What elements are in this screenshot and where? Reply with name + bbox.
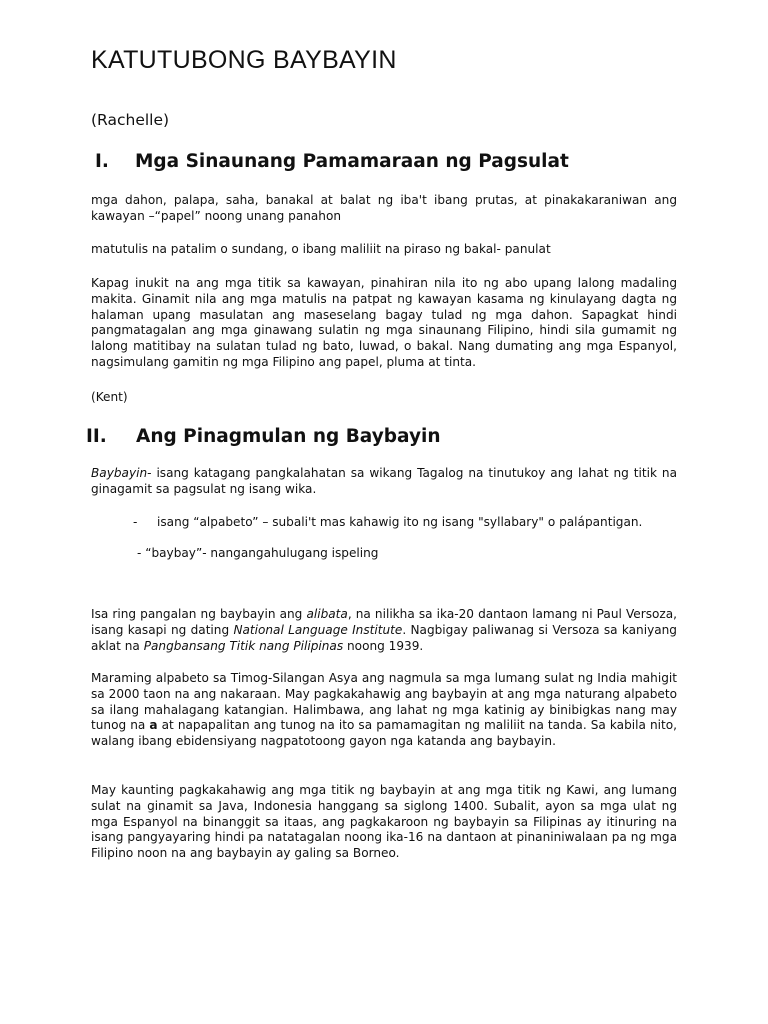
section-1-title: Mga Sinaunang Pamamaraan ng Pagsulat — [135, 151, 569, 172]
line-baybay-meaning: - “baybay”- nangangahulugang ispeling — [137, 546, 379, 560]
document-title: KATUTUBONG BAYBAYIN — [91, 46, 397, 74]
bullet-alpabeto: - isang “alpabeto” – subali't mas kahawig ito ng isang "syllabary" o palápantigan. — [133, 515, 643, 529]
section-2-heading — [86, 426, 441, 447]
baybayin-term: Baybayin — [91, 466, 148, 480]
paragraph-writing-tools: matutulis na patalim o sundang, o ibang maliliit na piraso ng bakal- panulat — [91, 242, 551, 256]
paragraph-inukit: Kapag inukit na ang mga titik sa kawayan, pinahiran nila ito ng abo upang lalong madaling makita. Ginamit nila ang mga matulis na patpat ng kawayan kasama ng kinulayang dagta ng halaman upang masulatan ang maseselang bagay tulad ng mga dahon. Sapagkat hindi pangmatagalan ang mga ginawang sulatin ng mga sinaunang Filipino, hindi sila gumamit ng lalong matitibay na sulatan tulad ng bato, luwad, o bakal. Nang dumating ang mga Espanyol, nagsimulang gamitin ng mga Filipino ang papel, pluma at tinta. — [91, 276, 677, 369]
paragraph-alibata: Isa ring pangalan ng baybayin ang alibata, na nilikha sa ika-20 dantaon lamang ni Paul Versoza, isang kasapi ng dating National Language Institute. Nagbigay paliwanag si Versoza sa kaniyang aklat na Pangbansang Titik nang Pilipinas noong 1939. — [91, 607, 678, 653]
section-2-number: II. — [86, 426, 107, 447]
book-title: Pangbansang Titik nang Pilipinas — [143, 638, 344, 653]
alibata-term: alibata — [306, 607, 348, 621]
letter-a: a — [149, 718, 158, 733]
section-2-title: Ang Pinagmulan ng Baybayin — [136, 426, 441, 447]
paragraph-writing-materials: mga dahon, palapa, saha, banakal at balat ng iba't ibang prutas, at pinakakaraniwan ang kawayan –“papel” noong unang panahon — [91, 193, 677, 223]
paragraph-alpabeto-asya: Maraming alpabeto sa Timog-Silangan Asya ang nagmula sa mga lumang sulat ng India mahigit sa 2000 taon na ang nakaraan. May pagkakahawig ang baybayin at ang mga naturang alpabeto sa ilang mahalagang katangian. Halimbawa, ang lahat ng mga katinig ay binibigkas nang may tunog na a at napapalitan ang tunog na ito sa pamamagitan ng maliliit na tanda. Sa kabila nito, walang ibang ebidensiyang nagpatotoong gayon nga katanda ang baybayin. — [91, 671, 677, 749]
author-kent: (Kent) — [91, 390, 128, 404]
bullet-dash: - — [133, 515, 138, 529]
nli-name: National Language Institute — [233, 622, 403, 637]
section-1-heading — [95, 151, 569, 172]
section-1-number: I. — [95, 151, 109, 172]
author-rachelle: (Rachelle) — [91, 111, 170, 129]
paragraph-baybayin-definition: Baybayin- isang katagang pangkalahatan sa wikang Tagalog na tinutukoy ang lahat ng titik na ginagamit sa pagsulat ng isang wika. — [91, 466, 677, 496]
paragraph-kawi: May kaunting pagkakahawig ang mga titik ng baybayin at ang mga titik ng Kawi, ang lumang sulat na ginamit sa Java, Indonesia hanggang sa siglong 1400. Subalit, ayon sa mga ulat ng mga Espanyol na binanggit sa itaas, ang pagkakaroon ng baybayin sa Filipinas ay itinuring na isang pangyayaring hindi pa natatagalan noong ika-16 na dantaon at pinaniniwalaan pa ng mga Filipino noon na ang baybayin ay galing sa Borneo. — [91, 783, 677, 861]
